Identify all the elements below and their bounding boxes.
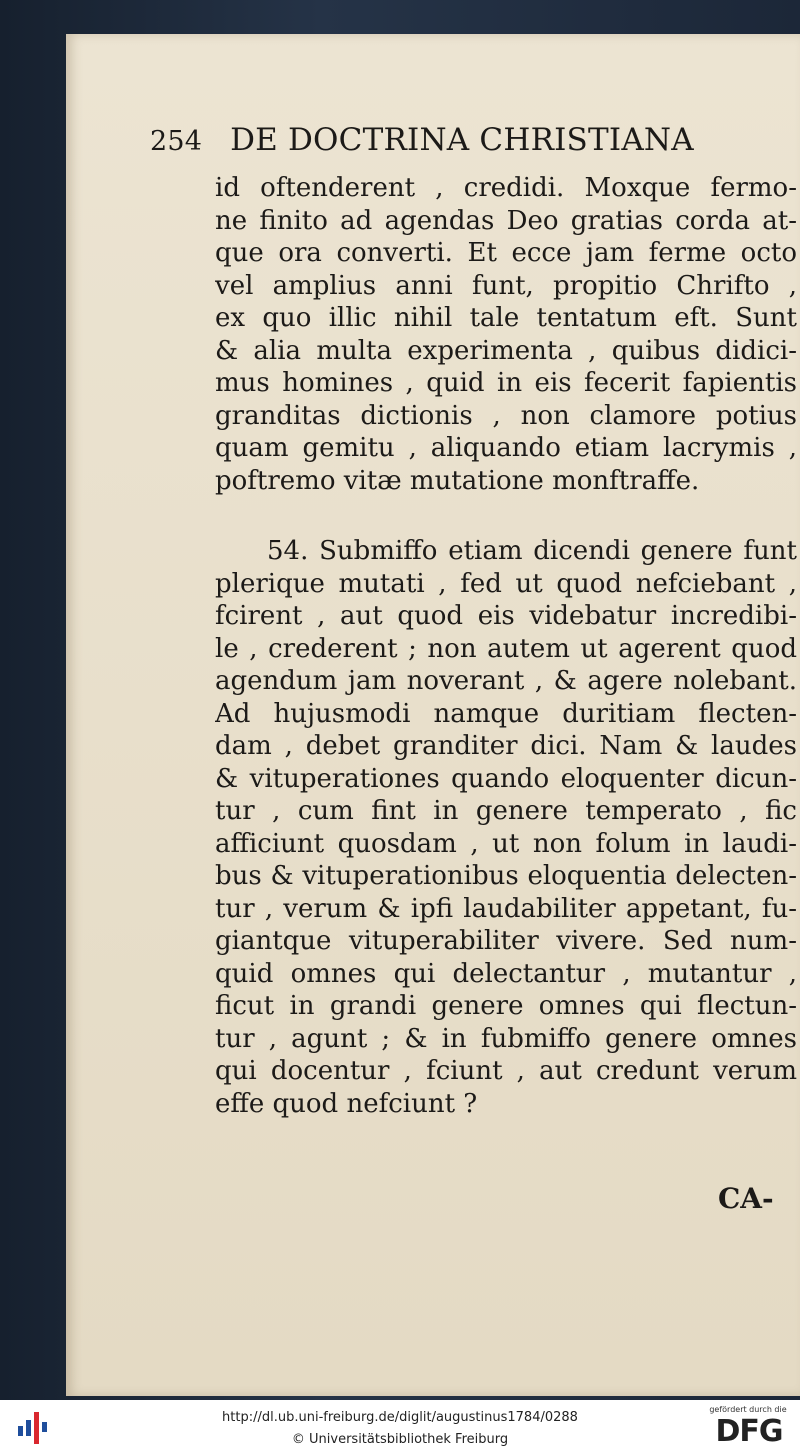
text-line: Ad hujusmodi namque duritiam flecten- [215, 698, 797, 729]
text-line: giantque vituperabiliter vivere. Sed num- [215, 926, 797, 956]
text-line: fcirent , aut quod eis videbatur incredibi- [215, 601, 797, 631]
text-line: tur , cum fint in genere temperato , fic [215, 796, 797, 826]
text-line: tur , verum & ipfi laudabiliter appetant, fu- [215, 893, 797, 924]
text-line: effe quod nefciunt ? [215, 1088, 478, 1119]
paragraph-54 [215, 535, 797, 1120]
text-line: ex quo illic nihil tale tentatum eft. Sunt [215, 303, 797, 333]
text-line: tur , agunt ; & in fubmiffo genere omnes [215, 1023, 797, 1054]
running-title: DE DOCTRINA CHRISTIANA [230, 122, 694, 158]
text-line: dam , debet granditer dici. Nam & laudes [215, 731, 797, 761]
page-number: 254 [150, 126, 203, 157]
text-line: id oftenderent , credidi. Moxque fermo- [215, 173, 797, 203]
page-header [150, 122, 750, 162]
dfg-logo: DFG [715, 1414, 783, 1449]
text-line: ficut in grandi genere omnes qui flectun- [215, 991, 797, 1021]
text-line: afficiunt quosdam , ut non folum in laudi- [215, 828, 797, 859]
permalink-url[interactable]: http://dl.ub.uni-freiburg.de/diglit/augustinus1784/0288 [222, 1410, 578, 1425]
text-line: vel amplius anni funt, propitio Chrifto , [215, 270, 797, 301]
text-line: que ora converti. Et ecce jam ferme octo [215, 238, 797, 268]
text-line: quam gemitu , aliquando etiam lacrymis , [215, 433, 797, 463]
viewer-footer [0, 1400, 800, 1455]
text-line: bus & vituperationibus eloquentia delecten- [215, 861, 797, 891]
text-line: plerique mutati , fed ut quod nefciebant , [215, 568, 797, 599]
text-line: & vituperationes quando eloquenter dicun- [215, 763, 797, 794]
paragraph-continuation [215, 172, 797, 497]
text-line: poftremo vitæ mutatione monftraffe. [215, 465, 700, 496]
text-line: agendum jam noverant , & agere nolebant. [215, 666, 797, 696]
copyright-notice: © Universitätsbibliothek Freiburg [291, 1432, 509, 1447]
text-line: 54. Submiffo etiam dicendi genere funt [267, 536, 797, 566]
text-line: quid omnes qui delectantur , mutantur , [215, 958, 797, 989]
text-line: granditas dictionis , non clamore potius [215, 400, 797, 431]
catchword: CA- [718, 1182, 774, 1215]
text-line: mus homines , quid in eis fecerit fapientis [215, 368, 797, 398]
funder-label: gefördert durch die [709, 1405, 787, 1414]
text-line: le , crederent ; non autem ut agerent quod [215, 633, 797, 664]
text-line: ne finito ad agendas Deo gratias corda at- [215, 205, 797, 236]
text-line: & alia multa experimenta , quibus didici- [215, 335, 797, 366]
text-line: qui docentur , fciunt , aut credunt verum [215, 1056, 797, 1086]
